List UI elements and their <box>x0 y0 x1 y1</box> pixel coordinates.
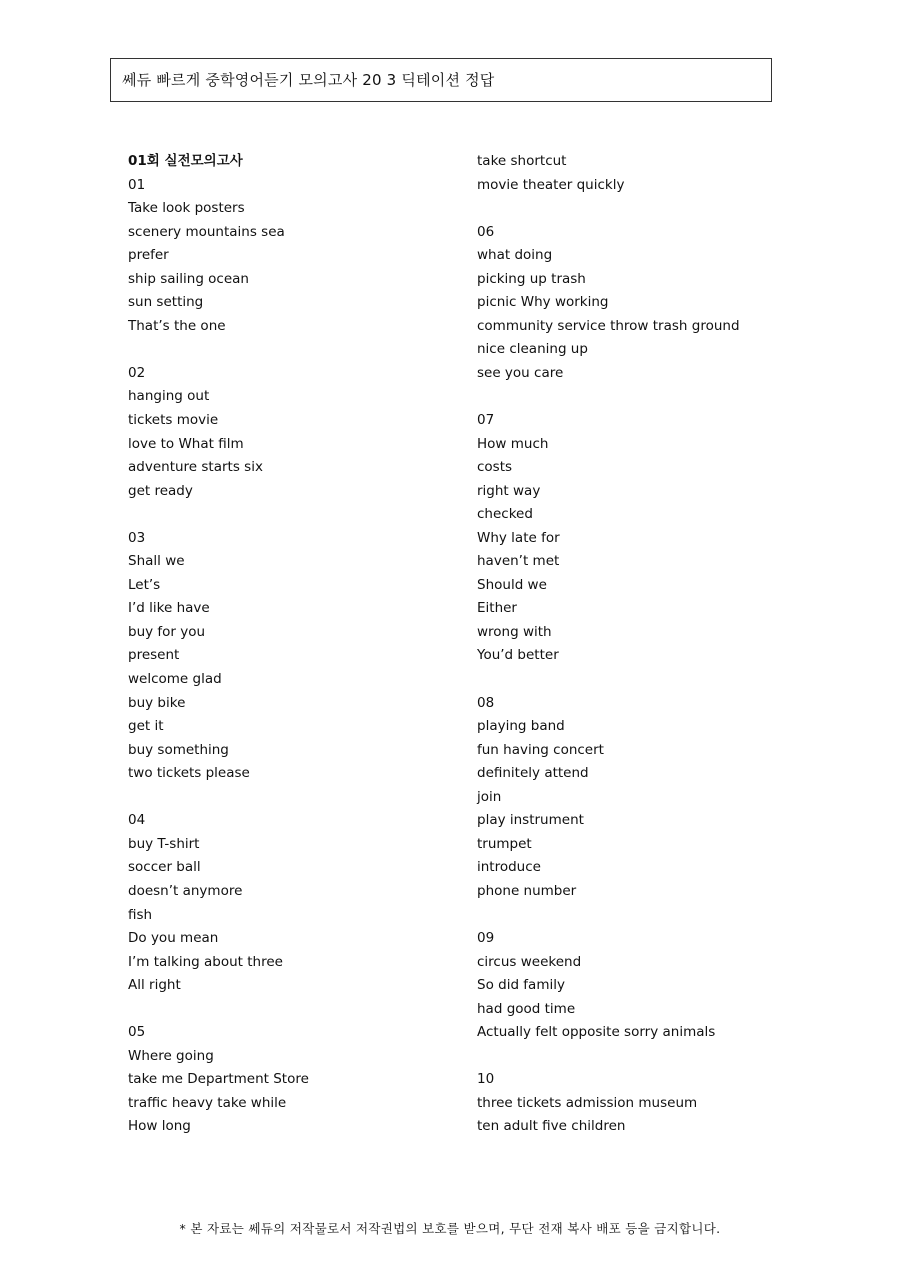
answer-line: haven’t met <box>477 553 560 570</box>
section-heading: 01회 실전모의고사 <box>128 153 243 169</box>
answer-line: All right <box>128 977 181 994</box>
answer-line: Should we <box>477 576 547 593</box>
answer-line: join <box>477 788 502 805</box>
answer-line: I’m talking about three <box>128 953 283 970</box>
answer-line: circus weekend <box>477 953 582 970</box>
answer-line: Why late for <box>477 529 560 546</box>
answer-line: welcome glad <box>128 671 222 688</box>
blank-line <box>477 197 837 221</box>
answer-line: ten adult five children <box>477 1118 626 1135</box>
blank-line <box>128 786 488 810</box>
answer-line: How long <box>128 1118 191 1135</box>
answer-line: scenery mountains sea <box>128 223 285 240</box>
answer-line: phone number <box>477 882 577 899</box>
answer-line: see you care <box>477 364 564 381</box>
blank-line <box>128 998 488 1022</box>
answer-line: buy for you <box>128 623 206 640</box>
answer-line: right way <box>477 482 541 499</box>
answer-line: picnic Why working <box>477 294 609 311</box>
answer-line: hanging out <box>128 388 210 405</box>
answer-line: 09 <box>477 930 495 947</box>
answer-line: soccer ball <box>128 859 201 876</box>
answer-line: 08 <box>477 694 495 711</box>
answer-line: So did family <box>477 977 565 994</box>
answer-line: three tickets admission museum <box>477 1094 698 1111</box>
answer-line: love to What film <box>128 435 244 452</box>
answer-line: Let’s <box>128 576 161 593</box>
answer-line: sun setting <box>128 294 204 311</box>
answer-line: 05 <box>128 1024 146 1041</box>
answer-line: play instrument <box>477 812 584 829</box>
blank-line <box>477 1045 837 1069</box>
answer-line: adventure starts six <box>128 459 263 476</box>
blank-line <box>477 904 837 928</box>
answer-line: nice cleaning up <box>477 341 588 358</box>
answer-line: ship sailing ocean <box>128 270 249 287</box>
answer-line: checked <box>477 506 533 523</box>
answer-line: what doing <box>477 247 553 264</box>
answer-line: How much <box>477 435 549 452</box>
answer-line: fun having concert <box>477 741 604 758</box>
answer-column-left <box>128 150 488 1139</box>
answer-line: Where going <box>128 1047 214 1064</box>
answer-line: You’d better <box>477 647 559 664</box>
blank-line <box>477 668 837 692</box>
copyright-notice: * 본 자료는 쎄듀의 저작물로서 저작권법의 보호를 받으며, 무단 전재 복사 배포 등을 금지합니다. <box>179 1221 721 1236</box>
answer-line: 10 <box>477 1071 495 1088</box>
answer-line: Take look posters <box>128 200 245 217</box>
answer-line: 06 <box>477 223 495 240</box>
answer-line: trumpet <box>477 835 532 852</box>
answer-line: definitely attend <box>477 765 589 782</box>
answer-line: introduce <box>477 859 541 876</box>
answer-line: tickets movie <box>128 412 219 429</box>
answer-line: buy T-shirt <box>128 835 200 852</box>
answer-line: 04 <box>128 812 146 829</box>
blank-line <box>128 338 488 362</box>
answer-line: Actually felt opposite sorry animals <box>477 1024 716 1041</box>
answer-line: get ready <box>128 482 193 499</box>
answer-line: 03 <box>128 529 146 546</box>
answer-line: Either <box>477 600 517 617</box>
answer-line: buy something <box>128 741 229 758</box>
blank-line <box>128 503 488 527</box>
answer-line: wrong with <box>477 623 552 640</box>
answer-line: take shortcut <box>477 153 567 169</box>
answer-column-right <box>477 150 837 1139</box>
answer-line: I’d like have <box>128 600 210 617</box>
document-header <box>110 58 772 102</box>
document-title: 쎄듀 빠르게 중학영어듣기 모의고사 20 3 딕테이션 정답 <box>122 71 495 89</box>
answer-line: costs <box>477 459 513 476</box>
answer-line: That’s the one <box>128 317 226 334</box>
answer-line: community service throw trash ground <box>477 317 740 334</box>
answer-line: 07 <box>477 412 495 429</box>
answer-line: picking up trash <box>477 270 586 287</box>
answer-line: Shall we <box>128 553 185 570</box>
answer-line: playing band <box>477 718 565 735</box>
answer-line: get it <box>128 718 164 735</box>
answer-line: had good time <box>477 1000 576 1017</box>
answer-line: 02 <box>128 364 146 381</box>
answer-line: movie theater quickly <box>477 176 625 193</box>
answer-line: traffic heavy take while <box>128 1094 287 1111</box>
answer-line: fish <box>128 906 153 923</box>
answer-line: prefer <box>128 247 169 264</box>
answer-line: two tickets please <box>128 765 250 782</box>
answer-line: Do you mean <box>128 930 219 947</box>
answer-line: present <box>128 647 180 664</box>
answer-line: 01 <box>128 176 146 193</box>
answer-line: buy bike <box>128 694 186 711</box>
blank-line <box>477 385 837 409</box>
answer-line: take me Department Store <box>128 1071 309 1088</box>
answer-line: doesn’t anymore <box>128 882 243 899</box>
